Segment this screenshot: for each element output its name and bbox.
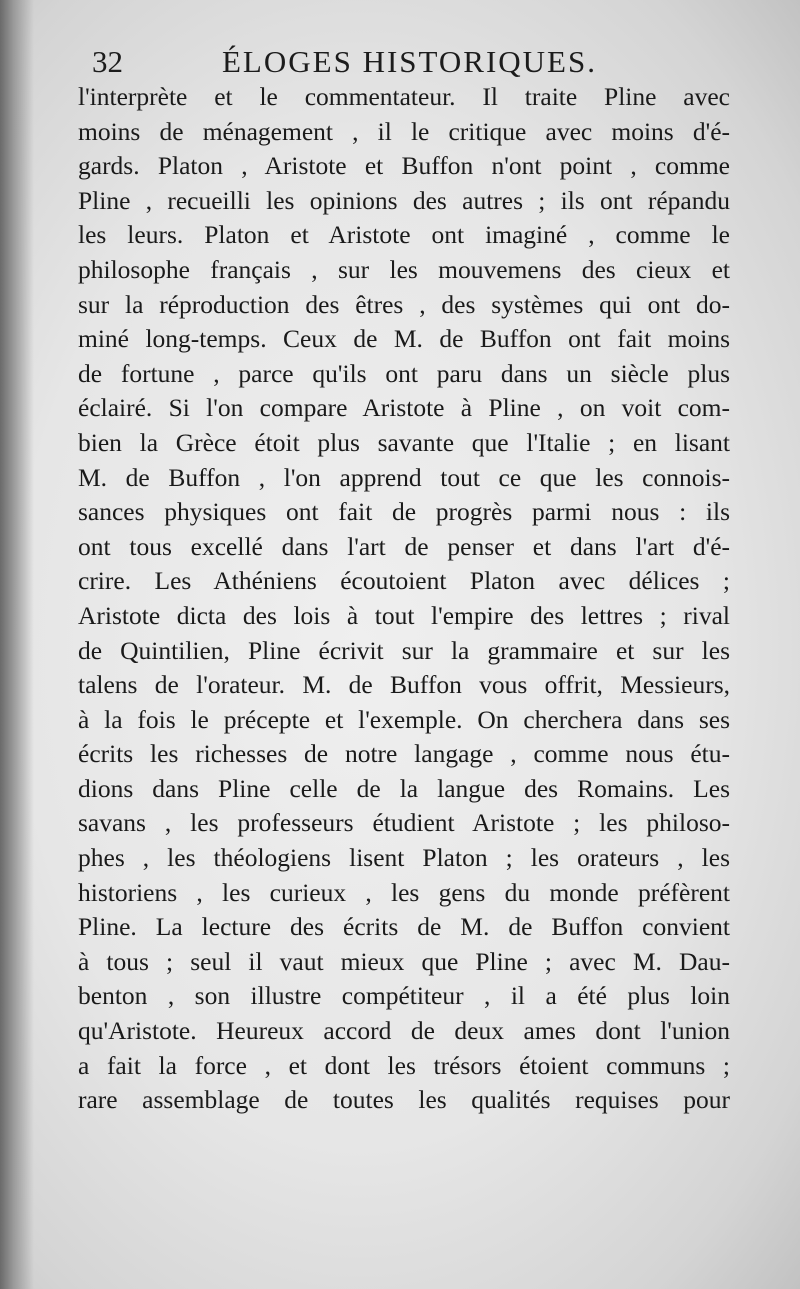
text-line: bien la Grèce étoit plus savante que l'Italie ; en lisant	[78, 427, 730, 457]
text-line: M. de Buffon , l'on apprend tout ce que les connois-	[78, 462, 730, 492]
text-line: miné long-temps. Ceux de M. de Buffon ont fait moins	[78, 324, 730, 354]
text-line: les leurs. Platon et Aristote ont imaginé , comme le	[78, 220, 730, 250]
text-line: sur la réproduction des êtres , des systèmes qui ont do-	[78, 289, 730, 319]
text-line: de Quintilien, Pline écrivit sur la grammaire et sur les	[78, 635, 730, 665]
text-line: à la fois le précepte et l'exemple. On cherchera dans ses	[78, 704, 730, 734]
text-line: ont tous excellé dans l'art de penser et dans l'art d'é-	[78, 531, 730, 561]
text-line: benton , son illustre compétiteur , il a été plus loin	[78, 981, 730, 1011]
text-line: qu'Aristote. Heureux accord de deux ames dont l'union	[78, 1016, 730, 1046]
text-line: à tous ; seul il vaut mieux que Pline ; avec M. Dau-	[78, 946, 730, 976]
running-head: ÉLOGES HISTORIQUES.	[222, 44, 597, 79]
page-gutter-shadow	[0, 0, 34, 1289]
text-line: écrits les richesses de notre langage , comme nous étu-	[78, 739, 730, 769]
body-text	[78, 80, 738, 1118]
text-line: a fait la force , et dont les trésors étoient communs ;	[78, 1050, 730, 1080]
text-line: phes , les théologiens lisent Platon ; les orateurs , les	[78, 843, 730, 873]
text-line: éclairé. Si l'on compare Aristote à Pline , on voit com-	[78, 393, 730, 423]
page-number: 32	[92, 44, 123, 79]
text-line: sances physiques ont fait de progrès parmi nous : ils	[78, 497, 730, 527]
text-line: gards. Platon , Aristote et Buffon n'ont point , comme	[78, 151, 730, 181]
text-line: l'interprète et le commentateur. Il traite Pline avec	[78, 82, 730, 111]
text-line: de fortune , parce qu'ils ont paru dans un siècle plus	[78, 358, 730, 388]
text-line: savans , les professeurs étudient Aristote ; les philoso-	[78, 808, 730, 838]
text-line: Pline. La lecture des écrits de M. de Buffon convient	[78, 912, 730, 942]
text-line: crire. Les Athéniens écoutoient Platon avec délices ;	[78, 566, 730, 596]
text-line: rare assemblage de toutes les qualités requises pour	[78, 1085, 730, 1115]
text-line: Pline , recueilli les opinions des autres ; ils ont répandu	[78, 185, 730, 215]
text-line: Aristote dicta des lois à tout l'empire des lettres ; rival	[78, 600, 730, 630]
text-line: philosophe français , sur les mouvemens des cieux et	[78, 254, 730, 284]
text-line: talens de l'orateur. M. de Buffon vous offrit, Messieurs,	[78, 670, 730, 700]
text-line: historiens , les curieux , les gens du monde préfèrent	[78, 877, 730, 907]
text-line: moins de ménagement , il le critique avec moins d'é-	[78, 116, 730, 146]
text-line: dions dans Pline celle de la langue des Romains. Les	[78, 773, 730, 803]
